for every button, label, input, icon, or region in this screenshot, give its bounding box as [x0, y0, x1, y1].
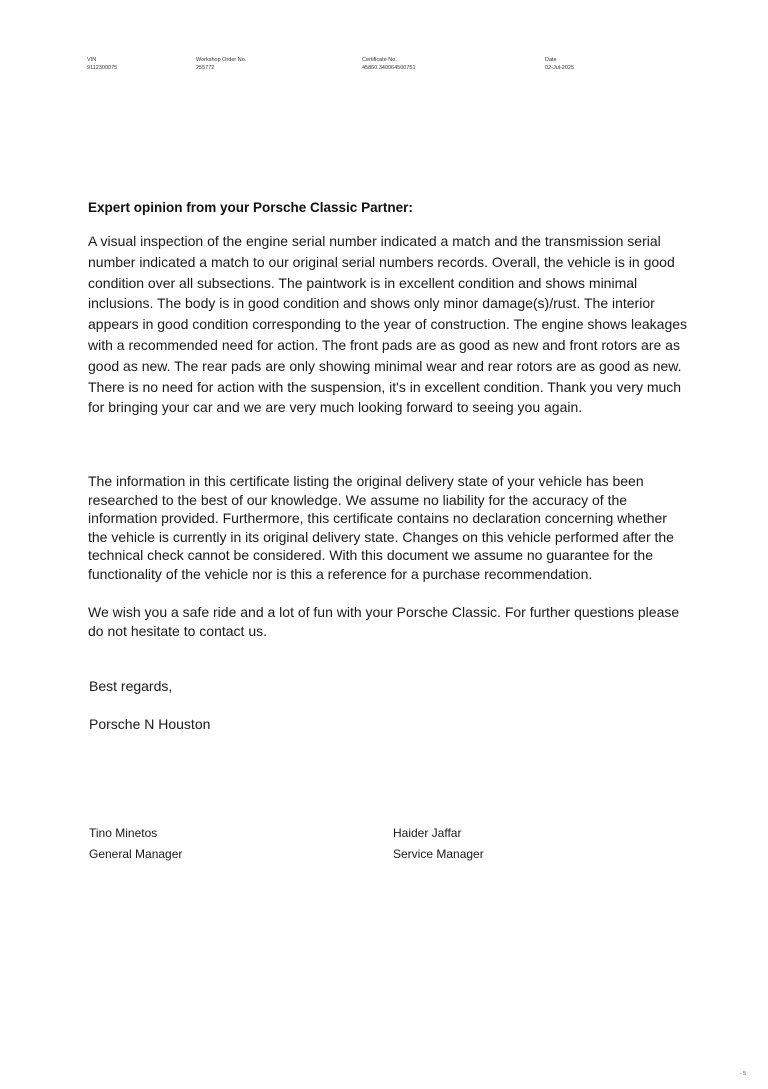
signatory-title-left: General Manager — [89, 847, 183, 861]
regards-line: Best regards, — [89, 678, 173, 694]
workshop-order-value: 255772 — [196, 65, 215, 71]
signatory-name-right: Haider Jaffar — [393, 826, 462, 840]
expert-opinion-heading: Expert opinion from your Porsche Classic Partner: — [88, 200, 413, 215]
workshop-order-field — [196, 56, 246, 72]
certificate-number-field — [362, 56, 416, 72]
disclaimer-paragraph: The information in this certificate listing the original delivery state of your vehicle has been researched to the best of our knowledge. We assume no liability for the accuracy of the information provided. Furthermore, this certificate contains no declaration concerning whether the vehicle is currently in its original delivery state. Changes on this vehicle performed after the technical check cannot be considered. With this document we assume no guarantee for the functionality of the vehicle nor is this a reference for a purchase recommendation. — [88, 473, 674, 582]
date-field — [545, 56, 574, 72]
signatory-title-right: Service Manager — [393, 847, 484, 861]
workshop-order-label: Workshop Order No. — [196, 57, 247, 63]
expert-opinion-paragraph: A visual inspection of the engine serial number indicated a match and the transmission serial number indicated a match to our original serial numbers records. Overall, the vehicle is in good condition over all subsections. The paintwork is in excellent condition and shows minimal inclusions. The body is in good condition and shows only minor damage(s)/rust. The interior appears in good condition corresponding to the year of construction. The engine shows leakages with a recommended need for action. The front pads are as good as new and front rotors are as good as new. The rear pads are only showing minimal wear and rear rotors are as good as new. There is no need for action with the suspension, it's in excellent condition. Thank you very much for bringing your car and we are very much looking forward to seeing you again. — [88, 233, 688, 416]
signatory-name-left: Tino Minetos — [89, 826, 158, 840]
vin-label: VIN — [87, 57, 97, 63]
certificate-number-label: Certificate No. — [362, 57, 397, 63]
vin-field — [87, 56, 117, 72]
signature-block-left — [89, 823, 182, 865]
page-number: - 5 — [739, 1071, 746, 1077]
vin-value: 9112300075 — [87, 65, 118, 71]
dealer-name: Porsche N Houston — [89, 716, 211, 732]
signature-block-right — [393, 823, 484, 865]
date-label: Date — [545, 57, 557, 63]
closing-paragraph: We wish you a safe ride and a lot of fun with your Porsche Classic. For further questions please do not hesitate to contact us. — [88, 604, 680, 639]
date-value: 02-Jul-2025 — [545, 65, 575, 71]
certificate-number-value: 45860.340064500751 — [362, 65, 416, 71]
